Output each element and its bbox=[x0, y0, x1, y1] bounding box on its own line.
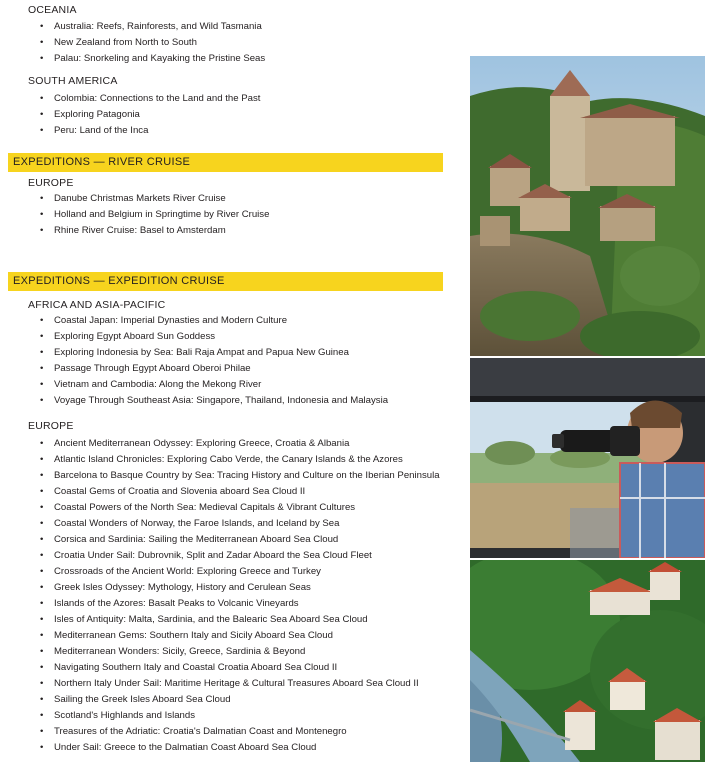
list-item bbox=[38, 377, 388, 393]
bullet-icon: • bbox=[40, 662, 44, 673]
list-item bbox=[38, 500, 440, 516]
bullet-icon: • bbox=[40, 37, 44, 48]
list-item-label: Coastal Powers of the North Sea: Medieval Capitals & Vibrant Cultures bbox=[54, 502, 356, 513]
list-item bbox=[38, 708, 440, 724]
list-item-label: Greek Isles Odyssey: Mythology, History and Cerulean Seas bbox=[54, 582, 311, 593]
bullet-icon: • bbox=[40, 93, 44, 104]
expedition-europe-list bbox=[38, 436, 440, 756]
list-item-label: Corsica and Sardinia: Sailing the Mediterranean Aboard Sea Cloud bbox=[54, 534, 339, 545]
list-item bbox=[38, 660, 440, 676]
bullet-icon: • bbox=[40, 125, 44, 136]
section-banner-expedition-cruise: EXPEDITIONS — EXPEDITION CRUISE bbox=[8, 272, 443, 291]
bullet-icon: • bbox=[40, 598, 44, 609]
list-item bbox=[38, 516, 440, 532]
bullet-icon: • bbox=[40, 550, 44, 561]
list-item bbox=[38, 692, 440, 708]
list-item-label: Crossroads of the Ancient World: Exploring Greece and Turkey bbox=[54, 566, 321, 577]
list-item-label: Under Sail: Greece to the Dalmatian Coast Aboard Sea Cloud bbox=[54, 742, 317, 753]
list-item-label: Danube Christmas Markets River Cruise bbox=[54, 193, 226, 204]
bullet-icon: • bbox=[40, 582, 44, 593]
list-item bbox=[38, 19, 265, 35]
bullet-icon: • bbox=[40, 347, 44, 358]
list-item bbox=[38, 644, 440, 660]
region-heading-oceania: OCEANIA bbox=[28, 4, 77, 16]
list-item-label: Sailing the Greek Isles Aboard Sea Cloud bbox=[54, 694, 231, 705]
bullet-icon: • bbox=[40, 630, 44, 641]
oceania-list bbox=[38, 19, 265, 67]
list-item-label: Coastal Wonders of Norway, the Faroe Islands, and Iceland by Sea bbox=[54, 518, 340, 529]
list-item bbox=[38, 628, 440, 644]
list-item-label: Rhine River Cruise: Basel to Amsterdam bbox=[54, 225, 226, 236]
bullet-icon: • bbox=[40, 470, 44, 481]
list-item bbox=[38, 484, 440, 500]
africa-asia-list bbox=[38, 313, 388, 409]
list-item bbox=[38, 564, 440, 580]
list-item bbox=[38, 580, 440, 596]
list-item bbox=[38, 207, 269, 223]
list-item-label: Barcelona to Basque Country by Sea: Tracing History and Culture on the Iberian Peninsula bbox=[54, 470, 440, 481]
list-item-label: Northern Italy Under Sail: Maritime Heritage & Cultural Treasures Aboard Sea Cloud II bbox=[54, 678, 419, 689]
bullet-icon: • bbox=[40, 395, 44, 406]
bullet-icon: • bbox=[40, 678, 44, 689]
region-heading-south-america: SOUTH AMERICA bbox=[28, 75, 118, 87]
bullet-icon: • bbox=[40, 726, 44, 737]
list-item bbox=[38, 191, 269, 207]
bullet-icon: • bbox=[40, 646, 44, 657]
list-item-label: Scotland's Highlands and Islands bbox=[54, 710, 196, 721]
list-item-label: Atlantic Island Chronicles: Exploring Cabo Verde, the Canary Islands & the Azores bbox=[54, 454, 403, 465]
section-banner-river-cruise: EXPEDITIONS — RIVER CRUISE bbox=[8, 153, 443, 172]
bullet-icon: • bbox=[40, 109, 44, 120]
region-heading-expedition-europe: EUROPE bbox=[28, 420, 74, 432]
list-item-label: Voyage Through Southeast Asia: Singapore, Thailand, Indonesia and Malaysia bbox=[54, 395, 389, 406]
list-item bbox=[38, 676, 440, 692]
south-america-list bbox=[38, 91, 260, 139]
list-item bbox=[38, 361, 388, 377]
list-item bbox=[38, 313, 388, 329]
list-item-label: Islands of the Azores: Basalt Peaks to Volcanic Vineyards bbox=[54, 598, 299, 609]
list-item-label: Passage Through Egypt Aboard Oberoi Philae bbox=[54, 363, 251, 374]
photo-photographer-window bbox=[470, 358, 705, 558]
region-heading-africa-asia: AFRICA AND ASIA-PACIFIC bbox=[28, 299, 166, 311]
list-item-label: Isles of Antiquity: Malta, Sardinia, and the Balearic Sea Aboard Sea Cloud bbox=[54, 614, 368, 625]
list-item-label: Mediterranean Wonders: Sicily, Greece, Sardinia & Beyond bbox=[54, 646, 306, 657]
bullet-icon: • bbox=[40, 315, 44, 326]
list-item bbox=[38, 548, 440, 564]
list-item-label: Exploring Indonesia by Sea: Bali Raja Ampat and Papua New Guinea bbox=[54, 347, 349, 358]
list-item bbox=[38, 223, 269, 239]
list-item bbox=[38, 107, 260, 123]
list-item bbox=[38, 532, 440, 548]
bullet-icon: • bbox=[40, 486, 44, 497]
bullet-icon: • bbox=[40, 502, 44, 513]
list-item bbox=[38, 612, 440, 628]
list-item-label: Mediterranean Gems: Southern Italy and Sicily Aboard Sea Cloud bbox=[54, 630, 333, 641]
photo-hilltop-village bbox=[470, 56, 705, 356]
bullet-icon: • bbox=[40, 518, 44, 529]
bullet-icon: • bbox=[40, 193, 44, 204]
bullet-icon: • bbox=[40, 438, 44, 449]
bullet-icon: • bbox=[40, 379, 44, 390]
bullet-icon: • bbox=[40, 742, 44, 753]
list-item-label: Australia: Reefs, Rainforests, and Wild Tasmania bbox=[54, 21, 262, 32]
bullet-icon: • bbox=[40, 21, 44, 32]
bullet-icon: • bbox=[40, 614, 44, 625]
list-item bbox=[38, 740, 440, 756]
list-item bbox=[38, 345, 388, 361]
list-item-label: New Zealand from North to South bbox=[54, 37, 197, 48]
bullet-icon: • bbox=[40, 53, 44, 64]
bullet-icon: • bbox=[40, 534, 44, 545]
list-item-label: Croatia Under Sail: Dubrovnik, Split and Zadar Aboard the Sea Cloud Fleet bbox=[54, 550, 372, 561]
list-item-label: Treasures of the Adriatic: Croatia's Dalmatian Coast and Montenegro bbox=[54, 726, 347, 737]
bullet-icon: • bbox=[40, 566, 44, 577]
list-item bbox=[38, 468, 440, 484]
list-item bbox=[38, 393, 388, 409]
bullet-icon: • bbox=[40, 225, 44, 236]
list-item-label: Ancient Mediterranean Odyssey: Exploring Greece, Croatia & Albania bbox=[54, 438, 350, 449]
bullet-icon: • bbox=[40, 694, 44, 705]
river-europe-list bbox=[38, 191, 269, 239]
list-item bbox=[38, 452, 440, 468]
list-item-label: Navigating Southern Italy and Coastal Croatia Aboard Sea Cloud II bbox=[54, 662, 338, 673]
list-item-label: Colombia: Connections to the Land and the Past bbox=[54, 93, 261, 104]
list-item-label: Palau: Snorkeling and Kayaking the Pristine Seas bbox=[54, 53, 266, 64]
bullet-icon: • bbox=[40, 363, 44, 374]
list-item bbox=[38, 35, 265, 51]
list-item bbox=[38, 51, 265, 67]
list-item bbox=[38, 596, 440, 612]
list-item bbox=[38, 724, 440, 740]
list-item bbox=[38, 91, 260, 107]
bullet-icon: • bbox=[40, 710, 44, 721]
list-item bbox=[38, 123, 260, 139]
list-item bbox=[38, 329, 388, 345]
bullet-icon: • bbox=[40, 331, 44, 342]
region-heading-river-europe: EUROPE bbox=[28, 177, 74, 189]
bullet-icon: • bbox=[40, 209, 44, 220]
list-item-label: Vietnam and Cambodia: Along the Mekong River bbox=[54, 379, 262, 390]
list-item-label: Holland and Belgium in Springtime by River Cruise bbox=[54, 209, 270, 220]
bullet-icon: • bbox=[40, 454, 44, 465]
photo-river-town-aerial bbox=[470, 560, 705, 762]
list-item-label: Exploring Patagonia bbox=[54, 109, 140, 120]
list-item-label: Peru: Land of the Inca bbox=[54, 125, 149, 136]
list-item-label: Coastal Gems of Croatia and Slovenia aboard Sea Cloud II bbox=[54, 486, 306, 497]
list-item-label: Exploring Egypt Aboard Sun Goddess bbox=[54, 331, 216, 342]
list-item-label: Coastal Japan: Imperial Dynasties and Modern Culture bbox=[54, 315, 288, 326]
list-item bbox=[38, 436, 440, 452]
